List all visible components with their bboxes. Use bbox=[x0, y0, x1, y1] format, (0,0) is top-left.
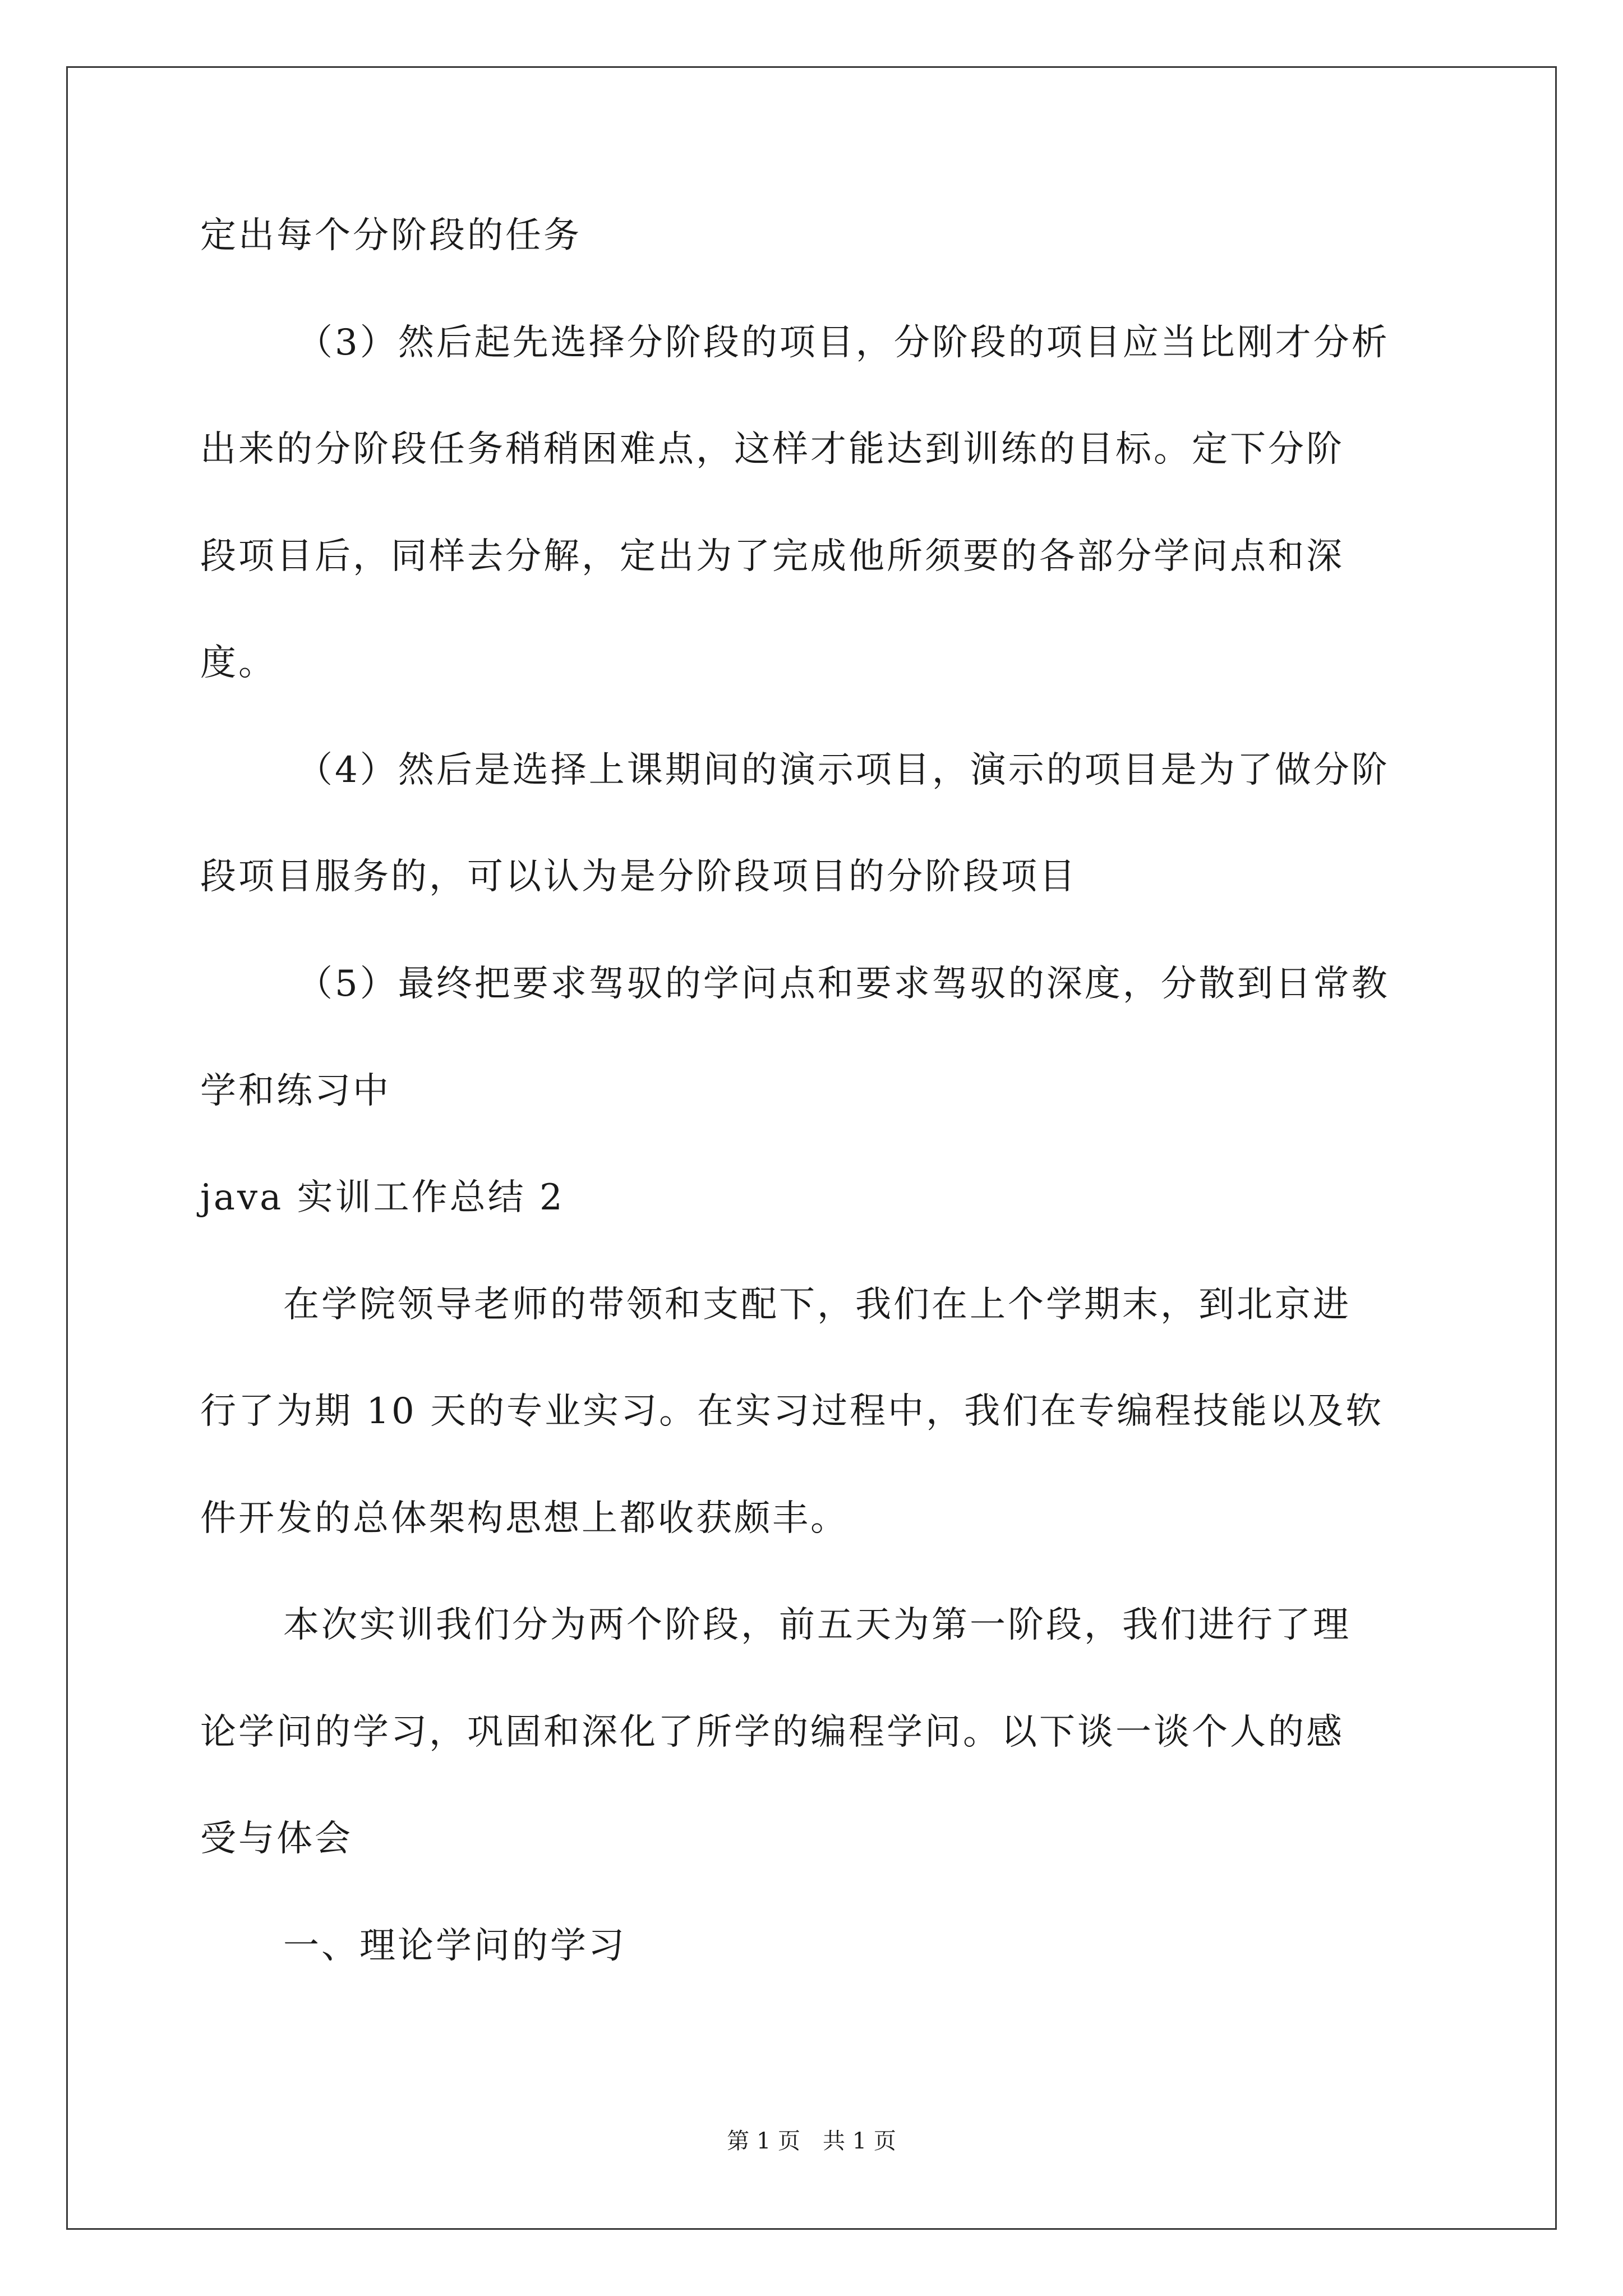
text-line: 件开发的总体架构思想上都收获颇丰。 bbox=[200, 1498, 849, 1539]
page-footer: 第 1 页 共 1 页 bbox=[727, 2128, 896, 2154]
text-line: 论学问的学习，巩固和深化了所学的编程学问。以下谈一谈个人的感 bbox=[200, 1711, 1344, 1753]
section-heading: java 实训工作总结 2 bbox=[200, 1177, 565, 1218]
text-line: 段项目后，同样去分解，定出为了完成他所须要的各部分学问点和深 bbox=[200, 536, 1344, 577]
text-line: 度。 bbox=[200, 642, 276, 684]
text-line: 行了为期 10 天的专业实习。在实习过程中，我们在专编程技能以及软 bbox=[200, 1391, 1384, 1432]
text-line: 在学院领导老师的带领和支配下，我们在上个学期末，到北京进 bbox=[283, 1284, 1351, 1326]
page-border bbox=[66, 66, 1557, 2230]
text-line: 段项目服务的，可以认为是分阶段项目的分阶段项目 bbox=[200, 856, 1077, 898]
text-line: 出来的分阶段任务稍稍困难点，这样才能达到训练的目标。定下分阶 bbox=[200, 429, 1344, 470]
text-line: 定出每个分阶段的任务 bbox=[200, 215, 582, 256]
text-line: （3）然后起先选择分阶段的项目，分阶段的项目应当比刚才分析 bbox=[297, 322, 1390, 364]
text-line: 学和练习中 bbox=[200, 1070, 391, 1112]
text-line: （5）最终把要求驾驭的学问点和要求驾驭的深度，分散到日常教 bbox=[297, 963, 1390, 1005]
subsection-heading: 一、理论学问的学习 bbox=[283, 1925, 626, 1967]
text-line: 受与体会 bbox=[200, 1818, 353, 1860]
text-line: （4）然后是选择上课期间的演示项目，演示的项目是为了做分阶 bbox=[297, 749, 1390, 791]
text-line: 本次实训我们分为两个阶段，前五天为第一阶段，我们进行了理 bbox=[283, 1604, 1351, 1646]
